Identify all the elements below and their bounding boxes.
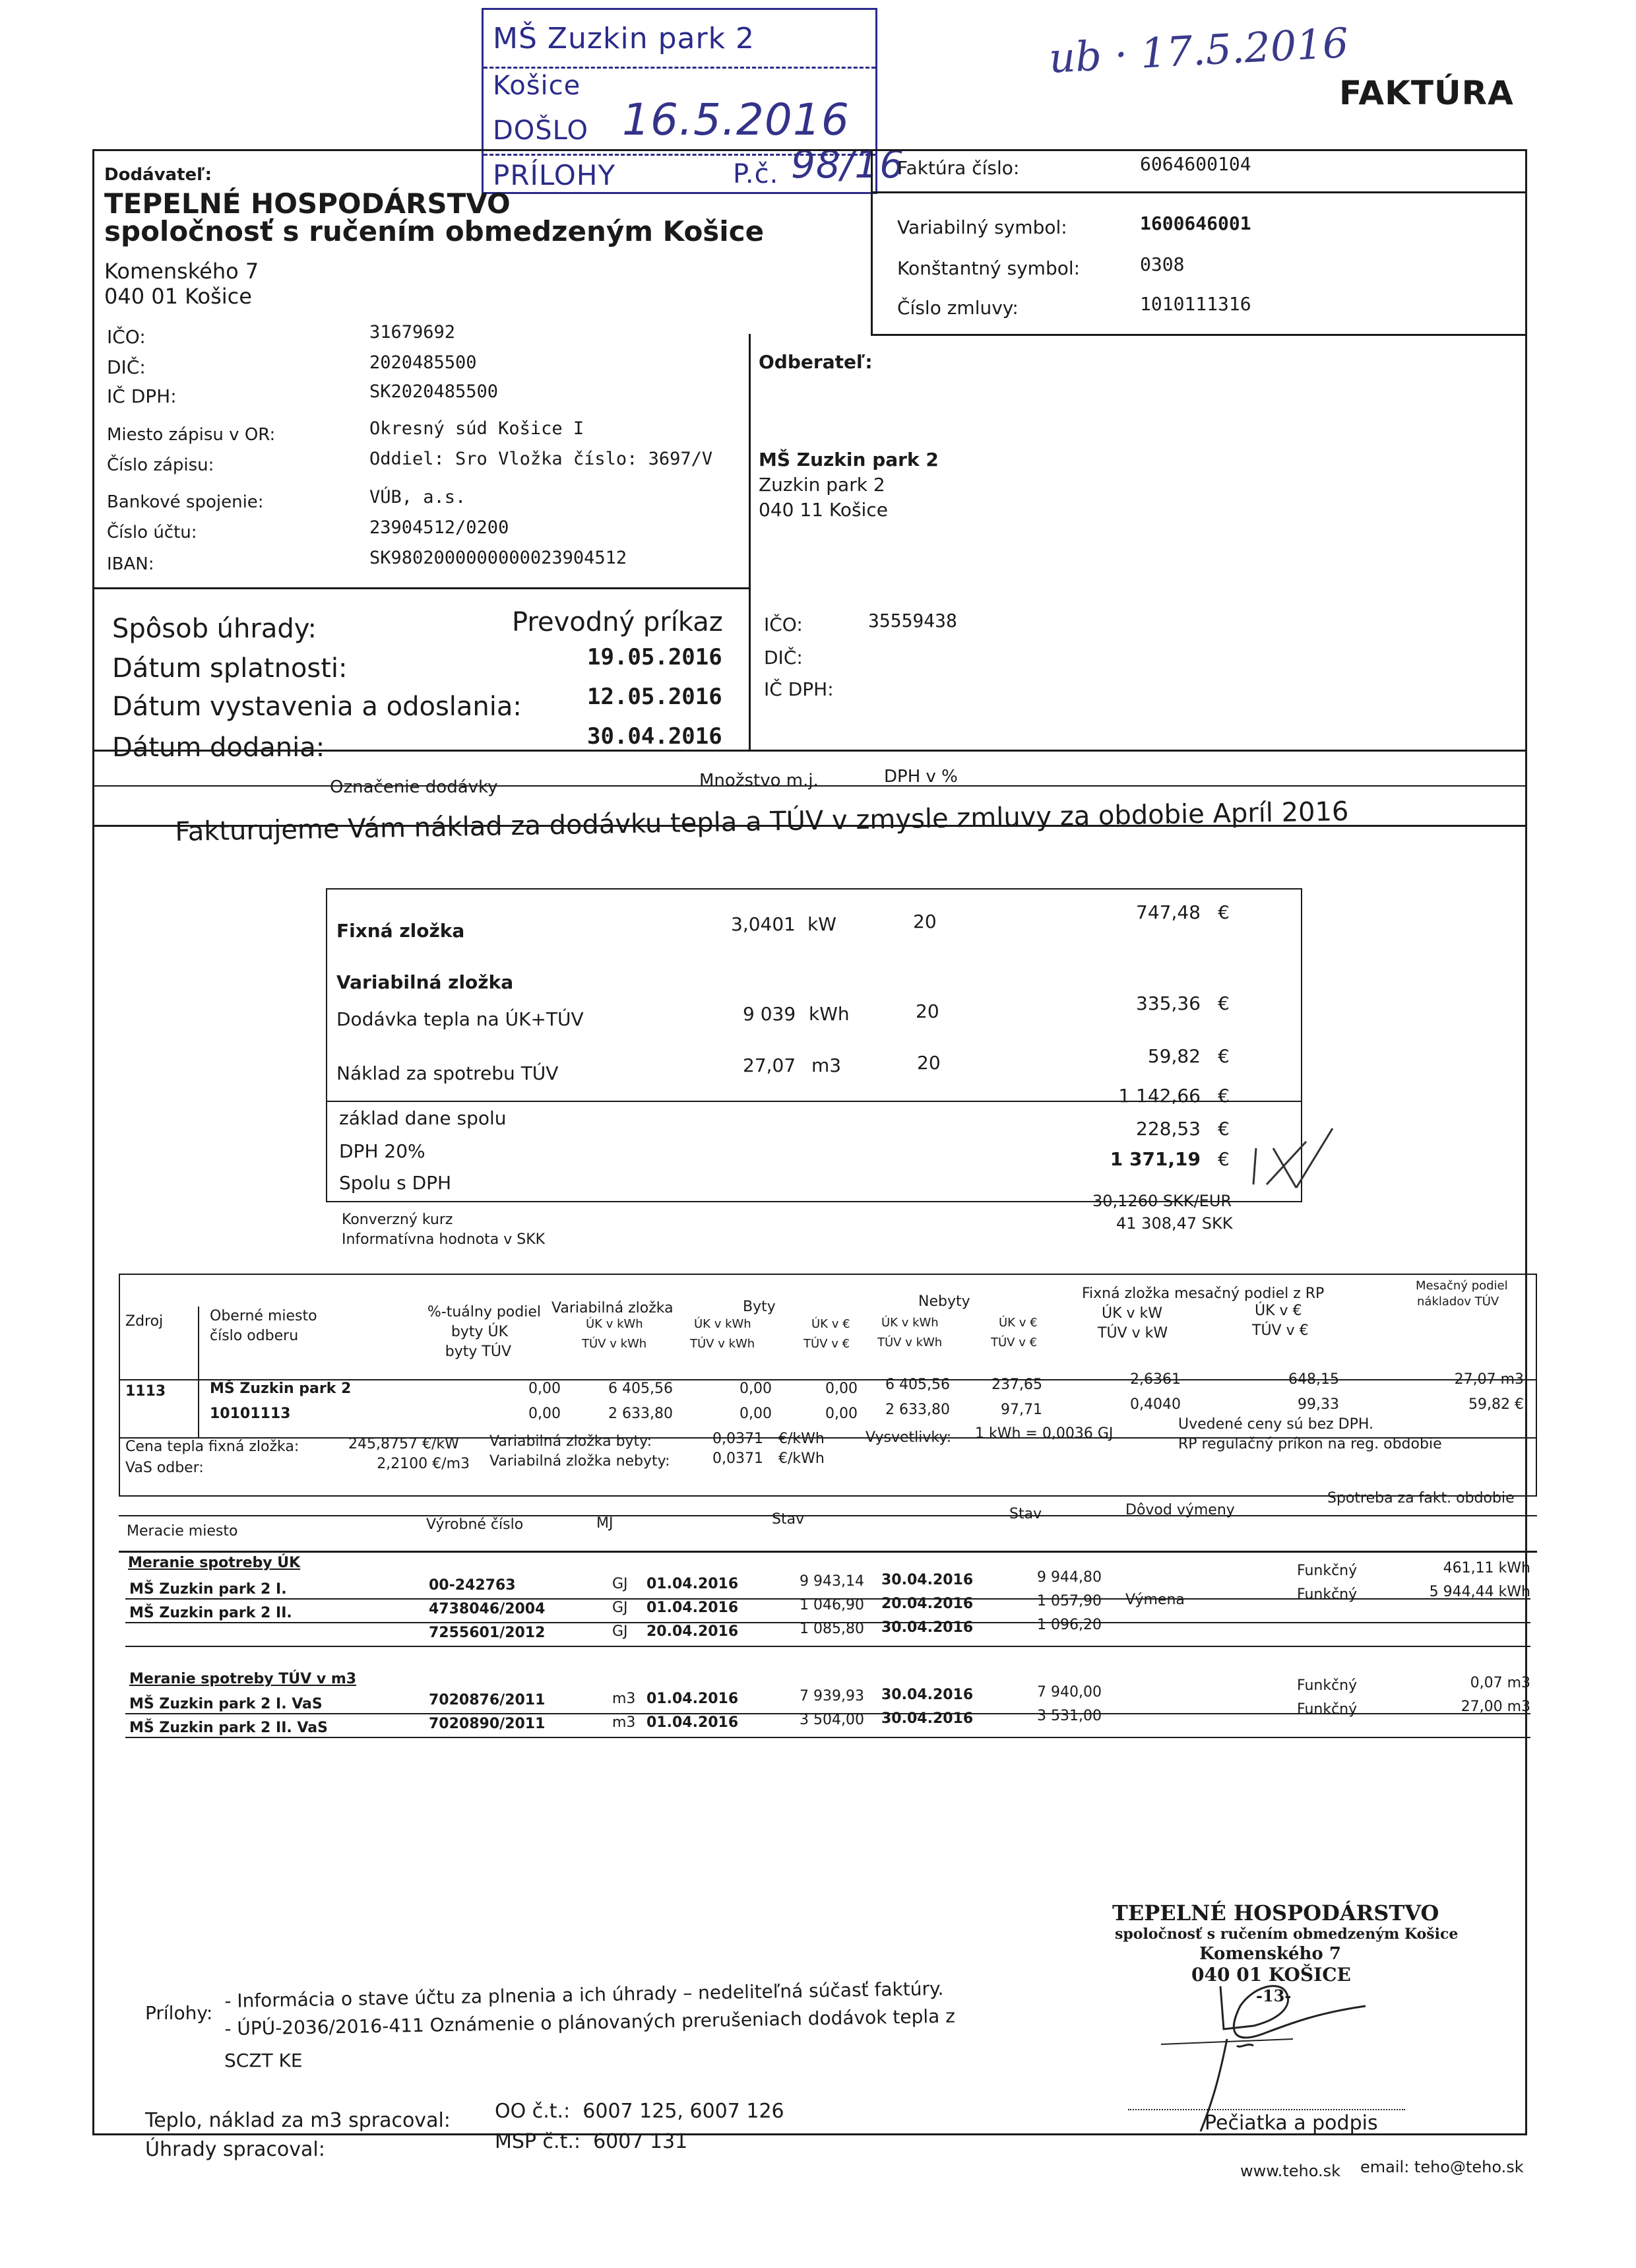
stamp-line-1: MŠ Zuzkin park 2 [493,22,755,55]
detail-h-zdroj: Zdroj [125,1313,164,1330]
var-nebyty: 0,0371 [712,1450,763,1467]
supplier-field-label: IČ DPH: [107,385,177,407]
meter-usage: 5 944,44 kWh [1429,1584,1530,1600]
delivery-date: 30.04.2016 [587,723,722,750]
document-title: FAKTÚRA [1339,74,1514,112]
meter-state-end: 3 531,00 [1037,1708,1102,1724]
detail-h-odber2: číslo odberu [210,1328,299,1344]
invoice-number-label: Faktúra číslo: [897,157,1020,179]
heat-supply-amount: 335,36 [1136,992,1201,1014]
payments-processed-label: Úhrady spracoval: [145,2138,325,2161]
uk-section-title: Meranie spotreby ÚK [128,1555,301,1571]
meters-h-usage: Spotreba za fakt. obdobie [1327,1490,1515,1507]
seal-line-5: -13- [1256,1986,1292,2005]
skk-value: 41 308,47 SKK [1116,1214,1233,1233]
attachments-label: Prílohy: [145,2002,213,2024]
tax-base-currency: € [1218,1085,1230,1107]
detail-h-fix-uk-eur: ÚK v € [1255,1303,1302,1319]
tuv-cost-qty: 27,07 [743,1054,796,1076]
fixed-component-label: Fixná zložka [336,920,465,942]
detail-cell: 237,65 [991,1377,1042,1393]
variable-component-label: Variabilná zložka [336,971,514,993]
seal-line-2: spoločnosť s ručením obmedzeným Košice [1115,1926,1459,1943]
meter-place: MŠ Zuzkin park 2 II. [129,1605,292,1621]
detail-cell: 0,00 [528,1406,561,1422]
detail-h-pct2: byty ÚK [451,1324,508,1340]
detail-place-code: 10101113 [210,1406,291,1422]
issue-date-label: Dátum vystavenia a odoslania: [112,692,522,722]
meter-unit: GJ [612,1600,628,1616]
vas-value: 2,2100 €/m3 [377,1456,470,1472]
due-date-label: Dátum splatnosti: [112,653,348,684]
detail-cell: 2 633,80 [608,1406,673,1422]
detail-h-neb-eur-uk: ÚK v € [999,1316,1038,1330]
vas-label: VaS odber: [125,1460,204,1476]
payment-method-label: Spôsob úhrady: [112,614,317,644]
tuv-section-title: Meranie spotreby TÚV v m3 [129,1671,357,1687]
detail-cell: 0,00 [739,1380,772,1397]
invoice-intro: Fakturujeme Vám náklad za dodávku tepla a TÚV v zmysle zmluvy za obdobie Apríl 2016 [175,796,1349,847]
meter-serial: 7020890/2011 [429,1716,546,1732]
customer-dic-label: DIČ: [764,647,803,668]
customer-ico: 35559438 [868,610,957,632]
var-byty: 0,0371 [712,1431,763,1447]
detail-h-byty-tuv: TÚV v kWh [690,1337,755,1351]
fixed-component-amount: 747,48 [1136,901,1201,923]
meter-date-end: 30.04.2016 [881,1572,974,1588]
meter-state-start: 9 943,14 [800,1573,864,1590]
detail-cell: 27,07 m3 [1454,1371,1524,1388]
seal-line-3: Komenského 7 [1199,1944,1341,1964]
meter-state-end: 7 940,00 [1037,1684,1102,1701]
meter-unit: m3 [612,1714,636,1731]
tuv-cost-vat: 20 [917,1052,941,1074]
meter-usage: 461,11 kWh [1443,1560,1530,1576]
supplier-field-value: SK2020485500 [369,381,499,402]
meter-status: Funkčný [1297,1563,1358,1579]
meter-status: Funkčný [1297,1677,1358,1694]
detail-h-var-uk: ÚK v kWh [586,1317,643,1331]
footer-web: www.teho.sk [1240,2162,1340,2180]
meter-usage: 27,00 m3 [1461,1699,1530,1715]
stamp-attachments-label: PRÍLOHY [493,159,616,191]
conversion-rate-label: Konverzný kurz [342,1212,453,1228]
heat-supply-vat: 20 [916,1000,939,1022]
seal-caption: Pečiatka a podpis [1205,2112,1378,2135]
tuv-cost-amount: 59,82 [1147,1045,1201,1067]
var-byty-label: Variabilná zložka byty: [489,1433,652,1450]
supplier-field-label: DIČ: [107,356,146,378]
meter-serial: 7255601/2012 [429,1625,546,1641]
tax-base-label: základ dane spolu [339,1107,507,1129]
supplier-field-value: 23904512/0200 [369,517,509,538]
meter-place: MŠ Zuzkin park 2 I. VaS [129,1696,323,1712]
tax-base-amount: 1 142,66 [1118,1085,1201,1107]
supplier-field-value: Okresný súd Košice I [369,418,584,439]
stamp-received-date: 16.5.2016 [622,94,850,145]
variable-symbol-label: Variabilný symbol: [897,216,1067,238]
meter-date-start: 01.04.2016 [646,1600,739,1616]
detail-cell: 2,6361 [1130,1371,1181,1388]
meter-place: MŠ Zuzkin park 2 II. VaS [129,1720,328,1736]
var-byty-unit: €/kWh [778,1431,825,1447]
footer-email: email: teho@teho.sk [1360,2158,1524,2176]
constant-symbol: 0308 [1140,253,1185,275]
vat-label: DPH 20% [339,1140,425,1162]
detail-cell: 6 405,56 [885,1377,950,1393]
supplier-city: 040 01 Košice [104,284,252,309]
meter-date-end: 30.04.2016 [881,1619,974,1636]
detail-h-var: Variabilná zložka [551,1300,674,1316]
constant-symbol-label: Konštantný symbol: [897,257,1081,279]
meter-unit: m3 [612,1691,636,1707]
meter-reason: Výmena [1125,1592,1185,1608]
payment-method: Prevodný príkaz [512,607,723,637]
detail-h-fix-uk-kw: ÚK v kW [1102,1305,1163,1322]
detail-h-mes2: nákladov TÚV [1417,1295,1499,1309]
detail-cell: 0,00 [739,1406,772,1422]
skk-label: Informatívna hodnota v SKK [342,1231,546,1248]
explanation: 1 kWh = 0,0036 GJ [975,1425,1114,1442]
heat-supply-label: Dodávka tepla na ÚK+TÚV [336,1008,584,1030]
detail-h-fix: Fixná zložka mesačný podiel z RP [1082,1285,1325,1302]
meter-date-end: 30.04.2016 [881,1687,974,1703]
detail-h-var-tuv: TÚV v kWh [582,1337,647,1351]
contract-number: 1010111316 [1140,293,1251,315]
meter-usage: 0,07 m3 [1470,1675,1530,1691]
seal-line-1: TEPELNÉ HOSPODÁRSTVO [1112,1900,1439,1926]
meter-unit: GJ [612,1623,628,1640]
meter-date-end: 20.04.2016 [881,1596,974,1612]
detail-zdroj: 1113 [125,1383,166,1400]
detail-h-byty: Byty [743,1299,776,1315]
meters-h-place: Meracie miesto [127,1523,238,1539]
detail-h-neb-tuv: TÚV v kWh [877,1336,943,1349]
meter-state-end: 1 057,90 [1037,1593,1102,1609]
detail-cell: 0,4040 [1130,1396,1181,1413]
detail-h-byty-uk: ÚK v kWh [694,1317,751,1331]
heat-supply-qty: 9 039 [743,1003,796,1025]
meter-date-start: 01.04.2016 [646,1691,739,1707]
var-nebyty-label: Variabilná zložka nebyty: [489,1453,670,1470]
detail-h-neb-eur-tuv: TÚV v € [991,1336,1038,1349]
seal-line-4: 040 01 KOŠICE [1191,1964,1351,1986]
stamp-received-label: DOŠLO [493,115,589,146]
meter-state-start: 7 939,93 [800,1688,864,1704]
supplier-legal-form: spoločnosť s ručením obmedzeným Košice [104,215,765,247]
conversion-rate-value: 30,1260 SKK/EUR [1092,1192,1232,1210]
fixed-component-currency: € [1218,901,1230,923]
meter-state-start: 3 504,00 [800,1712,864,1728]
supplier-field-label: Bankové spojenie: [107,492,264,512]
vat-currency: € [1218,1118,1230,1140]
detail-h-eur-tuv: TÚV v € [803,1337,850,1351]
total-currency: € [1218,1148,1230,1170]
detail-cell: 0,00 [528,1380,561,1397]
heat-processed-label: Teplo, náklad za m3 spracoval: [145,2109,451,2132]
meters-h-stav1: Stav [772,1511,805,1528]
meter-serial: 00-242763 [429,1577,516,1594]
tuv-cost-unit: m3 [811,1054,842,1076]
supplier-field-label: IBAN: [107,554,154,574]
column-designation: Označenie dodávky [330,777,498,797]
customer-street: Zuzkin park 2 [759,474,885,496]
customer-icdph-label: IČ DPH: [764,678,834,700]
variable-symbol: 1600646001 [1140,212,1251,234]
stamp-registry-number: 98/16 [791,142,905,187]
attachment-1: - Informácia o stave účtu za plnenia a ich úhrady – nedeliteľná súčasť faktúry. [224,1977,944,2012]
tuv-cost-label: Náklad za spotrebu TÚV [336,1062,559,1084]
total-amount: 1 371,19 [1110,1148,1201,1170]
meter-serial: 7020876/2011 [429,1692,546,1708]
attachment-2: - ÚPÚ-2036/2016-411 Oznámenie o plánovaných prerušeniach dodávok tepla z [224,2005,956,2040]
detail-h-fix-tuv-eur: TÚV v € [1252,1322,1309,1339]
detail-cell: 6 405,56 [608,1380,673,1397]
supplier-field-label: IČO: [107,326,146,348]
fixed-component-unit: kW [807,913,836,935]
meter-date-start: 20.04.2016 [646,1623,739,1640]
contract-number-label: Číslo zmluvy: [897,297,1019,319]
customer-label: Odberateľ: [759,351,873,373]
supplier-name: TEPELNÉ HOSPODÁRSTVO [104,187,511,220]
meter-state-start: 1 085,80 [800,1621,864,1637]
rp-note: RP regulačný príkon na reg. obdobie [1178,1436,1442,1452]
supplier-field-label: Miesto zápisu v OR: [107,425,276,445]
meter-date-start: 01.04.2016 [646,1714,739,1731]
supplier-field-value: SK9802000000000023904512 [369,548,627,568]
supplier-field-label: Číslo účtu: [107,523,197,542]
handwritten-date: ub · 17.5.2016 [1048,18,1350,82]
supplier-field-value: Oddiel: Sro Vložka číslo: 3697/V [369,449,713,469]
price-fixed: 245,8757 €/kW [348,1436,459,1452]
tuv-cost-currency: € [1218,1045,1230,1067]
meters-h-reason: Dôvod výmeny [1125,1502,1235,1518]
prices-note: Uvedené ceny sú bez DPH. [1178,1416,1374,1433]
detail-cell: 59,82 € [1468,1396,1524,1413]
supplier-field-value: 2020485500 [369,352,477,373]
fixed-component-vat: 20 [913,911,937,932]
customer-city: 040 11 Košice [759,499,888,521]
detail-h-pct: %-tuálny podiel [427,1304,541,1320]
detail-h-neb-uk: ÚK v kWh [881,1316,939,1330]
customer-ico-label: IČO: [764,614,803,635]
due-date: 19.05.2016 [587,644,722,670]
supplier-field-value: 31679692 [369,322,456,342]
heat-processed-value: OO č.t.: 6007 125, 6007 126 [495,2100,784,2123]
detail-cell: 0,00 [825,1380,858,1397]
invoice-number: 6064600104 [1140,153,1251,175]
fixed-component-qty: 3,0401 [731,913,796,935]
supplier-street: Komenského 7 [104,259,259,284]
heat-supply-currency: € [1218,992,1230,1014]
column-quantity: Množstvo m.j. [699,771,819,791]
detail-cell: 99,33 [1298,1396,1339,1413]
meter-unit: GJ [612,1576,628,1592]
heat-supply-unit: kWh [809,1003,850,1025]
supplier-field-value: VÚB, a.s. [369,487,466,507]
detail-cell: 97,71 [1001,1402,1042,1418]
meters-h-serial: Výrobné číslo [426,1516,524,1533]
detail-h-eur-uk: ÚK v € [811,1317,850,1331]
var-nebyty-unit: €/kWh [778,1450,825,1467]
issue-date: 12.05.2016 [587,684,722,710]
vat-amount: 228,53 [1136,1118,1201,1140]
meter-status: Funkčný [1297,1586,1358,1603]
supplier-label: Dodávateľ: [104,165,212,185]
supplier-field-label: Číslo zápisu: [107,455,214,475]
delivery-date-label: Dátum dodania: [112,732,325,763]
total-label: Spolu s DPH [339,1172,452,1194]
stamp-line-2: Košice [493,71,581,101]
meter-date-end: 30.04.2016 [881,1710,974,1727]
detail-h-fix-tuv-kw: TÚV v kW [1098,1325,1168,1342]
stamp-registry-label: P.č. [733,159,779,189]
customer-name: MŠ Zuzkin park 2 [759,449,939,470]
meter-state-end: 9 944,80 [1037,1569,1102,1586]
detail-h-nebyty: Nebyty [918,1293,970,1310]
detail-cell: 648,15 [1288,1371,1339,1388]
detail-h-mes: Mesačný podiel [1416,1279,1508,1293]
meters-h-stav2: Stav [1009,1506,1042,1522]
meter-place: MŠ Zuzkin park 2 I. [129,1581,287,1598]
detail-h-pct3: byty TÚV [445,1344,511,1360]
column-vat: DPH v % [884,767,958,787]
explanation-label: Vysvetlivky: [865,1429,952,1446]
attachment-2b: SCZT KE [224,2050,303,2071]
detail-h-odber: Oberné miesto [210,1308,317,1324]
detail-cell: 0,00 [825,1406,858,1422]
price-fixed-label: Cena tepla fixná zložka: [125,1439,299,1455]
meter-serial: 4738046/2004 [429,1601,546,1617]
meter-status: Funkčný [1297,1701,1358,1718]
detail-cell: 2 633,80 [885,1402,950,1418]
payments-processed-value: MSP č.t.: 6007 131 [495,2130,688,2153]
meter-date-start: 01.04.2016 [646,1576,739,1592]
meters-h-mj: MJ [596,1515,614,1532]
meter-state-end: 1 096,20 [1037,1617,1102,1633]
detail-place-name: MŠ Zuzkin park 2 [210,1380,352,1397]
meter-state-start: 1 046,90 [800,1597,864,1613]
check-mark-icon [1247,1122,1339,1194]
